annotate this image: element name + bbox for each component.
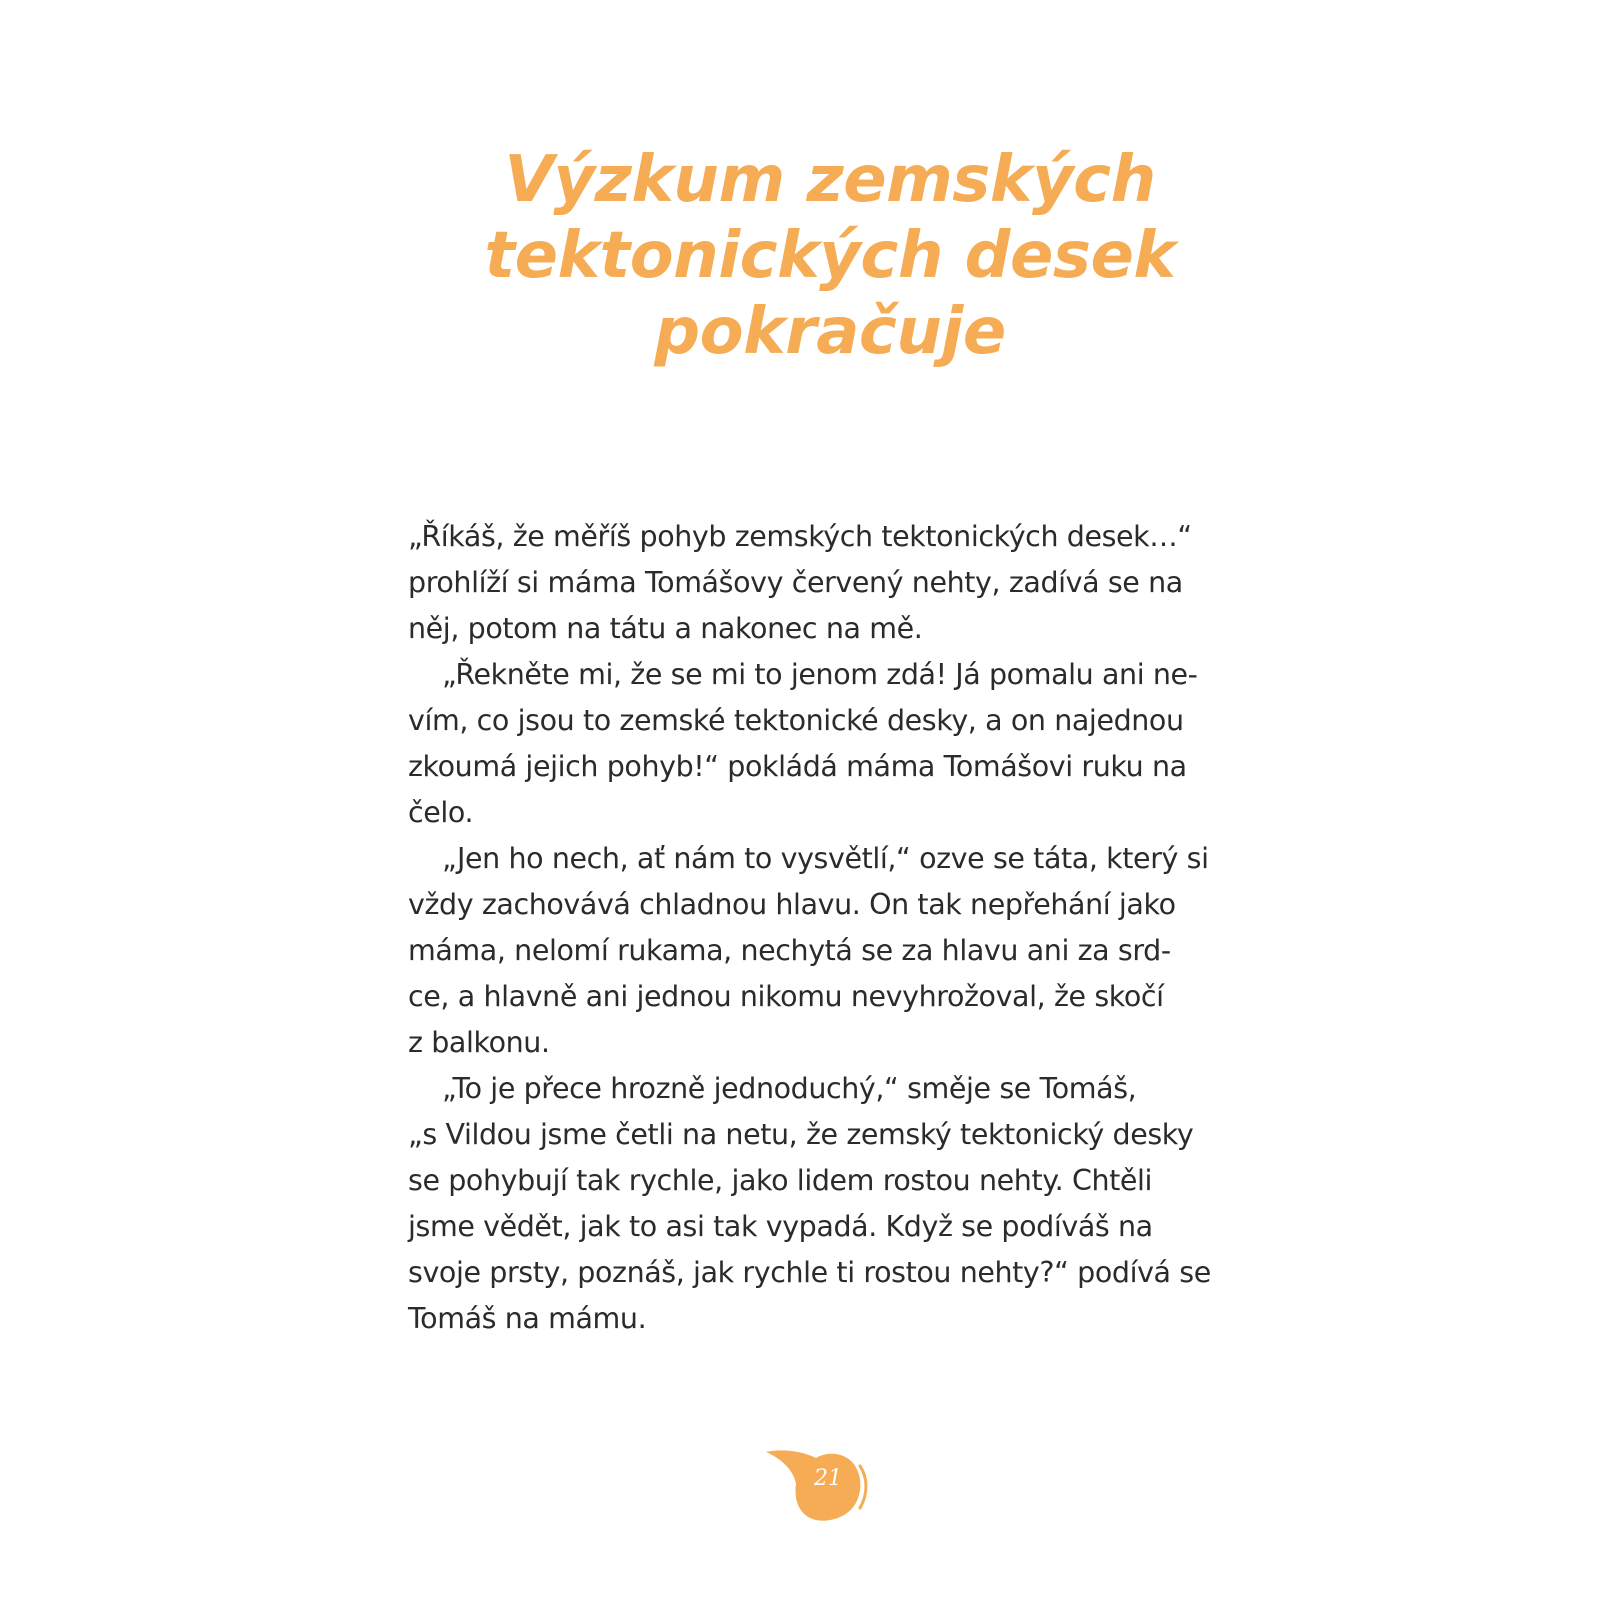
text-line: se pohybují tak rychle, jako lidem rostou nehty. Chtěli xyxy=(408,1164,1153,1197)
text-line: Tomáš na mámu. xyxy=(408,1302,647,1335)
text-line: „Jen ho nech, ať nám to vysvětlí,“ ozve se táta, který si xyxy=(442,842,1209,875)
body-text xyxy=(408,514,1248,1342)
text-line: máma, nelomí rukama, nechytá se za hlavu ani za srd- xyxy=(408,934,1171,967)
text-line: něj, potom na tátu a nakonec na mě. xyxy=(408,612,923,645)
text-line: „Řekněte mi, že se mi to jenom zdá! Já pomalu ani ne- xyxy=(442,658,1198,691)
text-line: „s Vildou jsme četli na netu, že zemský tektonický desky xyxy=(408,1118,1194,1151)
text-line: vždy zachovává chladnou hlavu. On tak nepřehání jako xyxy=(408,888,1176,921)
page-number: 21 xyxy=(814,1466,842,1491)
chapter-title-line: Výzkum zemských xyxy=(504,143,1156,217)
text-line: „To je přece hrozně jednoduchý,“ směje se Tomáš, xyxy=(442,1072,1137,1105)
text-line: ce, a hlavně ani jednou nikomu nevyhrožoval, že skočí xyxy=(408,980,1164,1013)
chapter-title-line: tektonických desek xyxy=(484,219,1176,293)
chapter-title-line: pokračuje xyxy=(654,295,1006,369)
text-line: „Říkáš, že měříš pohyb zemských tektonických desek…“ xyxy=(408,520,1192,553)
text-line: z balkonu. xyxy=(408,1026,550,1059)
text-line: zkoumá jejich pohyb!“ pokládá máma Tomášovi ruku na xyxy=(408,750,1187,783)
text-line: vím, co jsou to zemské tektonické desky, a on najednou xyxy=(408,704,1184,737)
chapter-title xyxy=(300,142,1360,370)
text-line: prohlíží si máma Tomášovy červený nehty, zadívá se na xyxy=(408,566,1183,599)
text-line: svoje prsty, poznáš, jak rychle ti rostou nehty?“ podívá se xyxy=(408,1256,1211,1289)
page-number-badge xyxy=(764,1444,874,1524)
text-line: jsme vědět, jak to asi tak vypadá. Když se podíváš na xyxy=(408,1210,1153,1243)
text-line: čelo. xyxy=(408,796,474,829)
